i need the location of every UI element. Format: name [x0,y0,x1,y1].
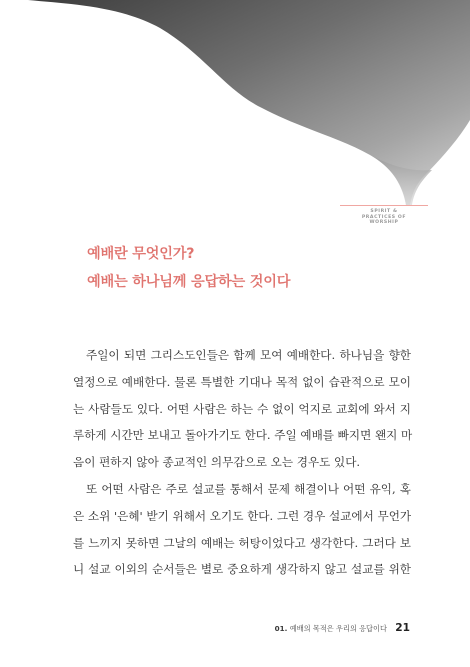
series-tag-rule [340,205,428,206]
paragraph-line: 주일이 되면 그리스도인들은 함께 모여 예배한다. 하나님을 향한 [86,348,411,362]
heading-answer: 예배는 하나님께 응답하는 것이다 [87,274,291,290]
paragraph-line: 니 설교 이외의 순서들은 별로 중요하게 생각하지 않고 설교를 위한 [73,562,411,577]
paragraph-line: 은 소위 '은혜' 받기 위해서 오기도 한다. 그런 경우 설교에서 무언가 [73,508,412,523]
paragraph-line: 를 느끼지 못하면 그날의 예배는 허탕이었다고 생각한다. 그러다 보 [73,535,411,550]
page-number: 21 [395,622,410,634]
section-heading [87,240,290,296]
series-tag-line-1: SPIRIT & [370,209,398,214]
series-tag-line-3: WORSHIP [369,220,399,226]
paragraph-line: 루하게 시간만 보내고 돌아가기도 한다. 주일 예배를 빠지면 왠지 마 [73,428,413,443]
page-footer [264,622,410,634]
series-tag-line-2: PRACTICES OF [361,214,407,220]
paragraph-line: 또 어떤 사람은 주로 설교를 통해서 문제 해결이나 어떤 유익, 혹 [86,481,411,496]
paragraph-line: 열정으로 예배한다. 물론 특별한 기대나 목적 없이 습관적으로 모이 [73,374,411,389]
heading-question: 예배란 무엇인가? [87,246,195,262]
chapter-number: 01. [274,624,288,633]
chapter-title: 예배의 목적은 우리의 응답이다 [289,624,387,633]
series-tag [340,209,428,226]
paragraph-line: 는 사람들도 있다. 어떤 사람은 하는 수 없이 억지로 교회에 와서 지 [73,401,411,416]
paragraph-line: 음이 편하지 않아 종교적인 의무감으로 오는 경우도 있다. [73,455,361,470]
header-wave-graphic [0,0,470,205]
body-text [73,342,411,583]
